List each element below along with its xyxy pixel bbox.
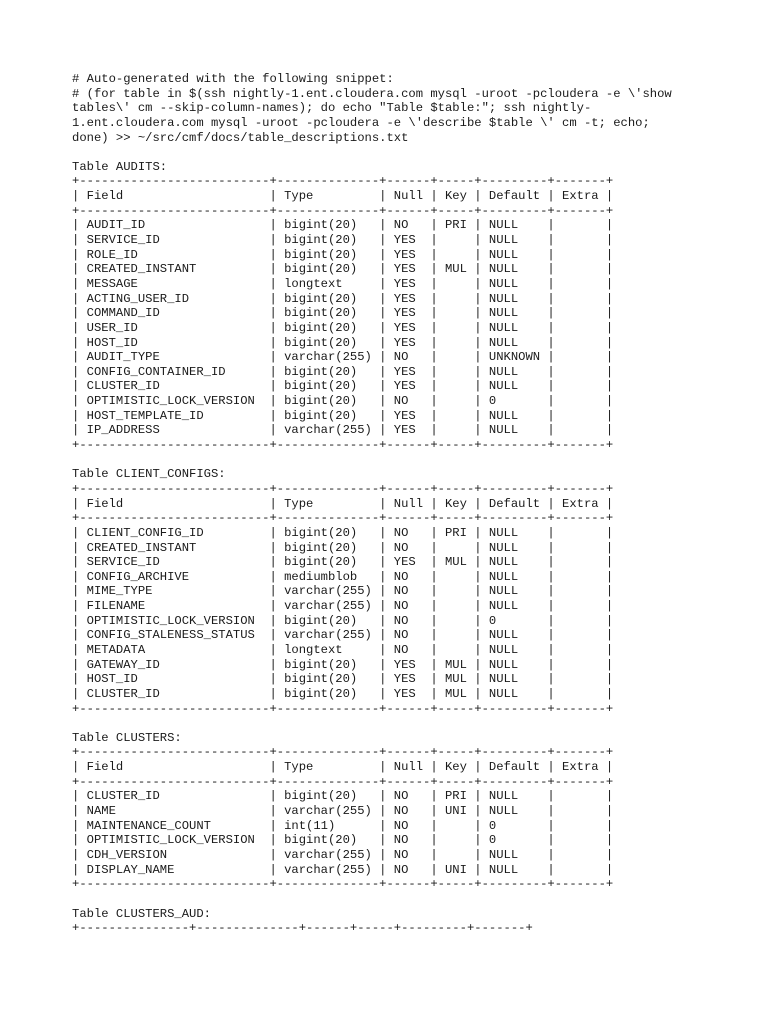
table-border: +--------------------------+--------------+------+-----+---------+-------+	[72, 774, 614, 789]
table-row: | USER_ID | bigint(20) | YES | | NULL | |	[72, 320, 614, 335]
table-row: | METADATA | longtext | NO | | NULL | |	[72, 642, 614, 657]
table-row: | MESSAGE | longtext | YES | | NULL | |	[72, 276, 614, 291]
table-row: | FILENAME | varchar(255) | NO | | NULL | |	[72, 599, 614, 614]
table-row: | CONFIG_CONTAINER_ID | bigint(20) | YES | | NULL | |	[72, 364, 614, 379]
table-border: +--------------------------+--------------+------+-----+---------+-------+	[72, 511, 614, 526]
table-row: | OPTIMISTIC_LOCK_VERSION | bigint(20) | NO | | 0 | |	[72, 833, 614, 848]
table-row: | CLUSTER_ID | bigint(20) | YES | MUL | NULL | |	[72, 686, 614, 701]
comment-line: done) >> ~/src/cmf/docs/table_descriptions.txt	[72, 130, 409, 145]
table-row: | CLIENT_CONFIG_ID | bigint(20) | NO | PRI | NULL | |	[72, 525, 614, 540]
table-heading-client-configs: Table CLIENT_CONFIGS:	[72, 467, 226, 482]
table-row: | AUDIT_ID | bigint(20) | NO | PRI | NULL | |	[72, 218, 614, 233]
table-header-row: | Field | Type | Null | Key | Default | Extra |	[72, 496, 614, 511]
table-row: | CONFIG_ARCHIVE | mediumblob | NO | | NULL | |	[72, 569, 614, 584]
table-border: +--------------------------+--------------+------+-----+---------+-------+	[72, 877, 614, 892]
blank-line	[72, 716, 672, 731]
table-border: +--------------------------+--------------+------+-----+---------+-------+	[72, 438, 614, 453]
table-row: | CLUSTER_ID | bigint(20) | YES | | NULL | |	[72, 379, 614, 394]
table-row: | COMMAND_ID | bigint(20) | YES | | NULL | |	[72, 306, 614, 321]
table-border: +--------------------------+--------------+------+-----+---------+-------+	[72, 481, 614, 496]
table-row: | OPTIMISTIC_LOCK_VERSION | bigint(20) | NO | | 0 | |	[72, 394, 614, 409]
comment-line: 1.ent.cloudera.com mysql -uroot -pcloudera -e \'describe $table \' cm -t; echo;	[72, 115, 650, 130]
table-row: | HOST_TEMPLATE_ID | bigint(20) | YES | | NULL | |	[72, 408, 614, 423]
table-row: | CREATED_INSTANT | bigint(20) | YES | MUL | NULL | |	[72, 262, 614, 277]
table-border: +---------------+--------------+------+-----+---------+-------+	[72, 921, 533, 936]
blank-line	[72, 145, 672, 160]
table-row: | ROLE_ID | bigint(20) | YES | | NULL | |	[72, 247, 614, 262]
table-row: | SERVICE_ID | bigint(20) | YES | | NULL | |	[72, 233, 614, 248]
table-header-row: | Field | Type | Null | Key | Default | Extra |	[72, 760, 614, 775]
document-text	[72, 72, 672, 936]
table-row: | HOST_ID | bigint(20) | YES | | NULL | |	[72, 335, 614, 350]
table-row: | CREATED_INSTANT | bigint(20) | NO | | NULL | |	[72, 540, 614, 555]
table-row: | AUDIT_TYPE | varchar(255) | NO | | UNKNOWN | |	[72, 350, 614, 365]
table-row: | CONFIG_STALENESS_STATUS | varchar(255) | NO | | NULL | |	[72, 628, 614, 643]
table-heading-clusters-aud: Table CLUSTERS_AUD:	[72, 906, 211, 921]
table-row: | HOST_ID | bigint(20) | YES | MUL | NULL | |	[72, 672, 614, 687]
table-row: | MAINTENANCE_COUNT | int(11) | NO | | 0 | |	[72, 818, 614, 833]
table-row: | IP_ADDRESS | varchar(255) | YES | | NULL | |	[72, 423, 614, 438]
blank-line	[72, 892, 672, 907]
table-heading-clusters: Table CLUSTERS:	[72, 730, 182, 745]
table-row: | CDH_VERSION | varchar(255) | NO | | NULL | |	[72, 847, 614, 862]
comment-line: tables\' cm --skip-column-names); do echo "Table $table:"; ssh nightly-	[72, 101, 592, 116]
table-border: +--------------------------+--------------+------+-----+---------+-------+	[72, 174, 614, 189]
table-row: | OPTIMISTIC_LOCK_VERSION | bigint(20) | NO | | 0 | |	[72, 613, 614, 628]
table-border: +--------------------------+--------------+------+-----+---------+-------+	[72, 701, 614, 716]
comment-line: # Auto-generated with the following snippet:	[72, 72, 394, 86]
table-heading-audits: Table AUDITS:	[72, 159, 168, 174]
table-row: | SERVICE_ID | bigint(20) | YES | MUL | NULL | |	[72, 555, 614, 570]
table-border: +--------------------------+--------------+------+-----+---------+-------+	[72, 745, 614, 760]
blank-line	[72, 453, 672, 468]
table-border: +--------------------------+--------------+------+-----+---------+-------+	[72, 203, 614, 218]
table-row: | ACTING_USER_ID | bigint(20) | YES | | NULL | |	[72, 291, 614, 306]
table-row: | MIME_TYPE | varchar(255) | NO | | NULL | |	[72, 584, 614, 599]
comment-line: # (for table in $(ssh nightly-1.ent.cloudera.com mysql -uroot -pcloudera -e \'show	[72, 86, 672, 101]
table-row: | CLUSTER_ID | bigint(20) | NO | PRI | NULL | |	[72, 789, 614, 804]
table-row: | GATEWAY_ID | bigint(20) | YES | MUL | NULL | |	[72, 657, 614, 672]
table-row: | DISPLAY_NAME | varchar(255) | NO | UNI | NULL | |	[72, 862, 614, 877]
table-row: | NAME | varchar(255) | NO | UNI | NULL | |	[72, 804, 614, 819]
table-header-row: | Field | Type | Null | Key | Default | Extra |	[72, 189, 614, 204]
